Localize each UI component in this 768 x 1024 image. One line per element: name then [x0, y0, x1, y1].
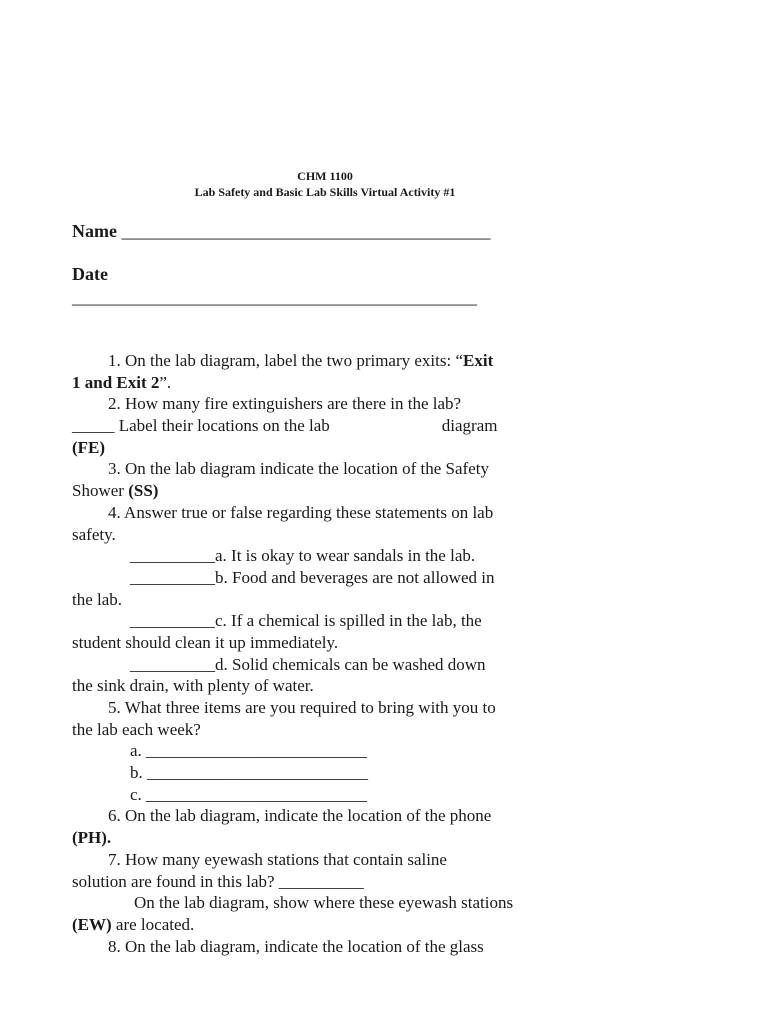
question-7-line-1: 7. How many eyewash stations that contain saline [108, 849, 447, 869]
date-blank: _____________________________________________ [72, 287, 477, 307]
ew-label: (EW) [72, 914, 112, 934]
question-5-line-1: 5. What three items are you required to bring with you to [108, 698, 496, 717]
date-label: Date [72, 264, 108, 284]
question-3-line-2: Shower (SS) [72, 481, 159, 501]
question-4-line-1: 4. Answer true or false regarding these statements on lab [108, 502, 494, 522]
question-4d-line-2: the sink drain, with plenty of water. [72, 676, 314, 696]
question-4c-line-1: __________c. If a chemical is spilled in the lab, the [130, 611, 482, 631]
question-2-line-2: _____ Label their locations on the lab diagram [72, 416, 498, 436]
name-field [72, 220, 490, 242]
exit-bold: Exit [463, 351, 494, 370]
question-2-line-3 [72, 437, 592, 459]
question-7-line-3: On the lab diagram, show where these eyewash stations [134, 893, 514, 913]
question-1-line-2: 1 and Exit 2”. [72, 372, 172, 392]
exit-numbers-bold: 1 and Exit 2 [72, 372, 160, 392]
question-2-line-1: 2. How many fire extinguishers are there in the lab? [108, 394, 462, 414]
question-4b-line-2: the lab. [72, 589, 123, 609]
question-1-line-1: 1. On the lab diagram, label the two primary exits: “Exit [108, 351, 494, 370]
question-5a: a. __________________________ [130, 741, 368, 761]
question-8-line-1: 8. On the lab diagram, indicate the location of the glass [108, 936, 484, 956]
question-5b: b. __________________________ [130, 763, 368, 783]
name-blank: _________________________________________ [121, 221, 491, 241]
name-label: Name [72, 221, 117, 241]
question-4d-line-1: __________d. Solid chemicals can be washed down [130, 654, 486, 674]
question-3-line-1: 3. On the lab diagram indicate the location of the Safety [108, 459, 489, 479]
question-5c: c. __________________________ [130, 784, 368, 804]
question-4c-line-2: student should clean it up immediately. [72, 632, 339, 652]
question-4-line-2: safety. [72, 524, 116, 544]
question-4b-line-1: __________b. Food and beverages are not allowed in [130, 567, 495, 587]
question-5-line-2: the lab each week? [72, 719, 201, 739]
question-6-line-1: 6. On the lab diagram, indicate the location of the phone [108, 806, 492, 826]
question-4a: __________a. It is okay to wear sandals in the lab. [130, 546, 476, 566]
ss-label: (SS) [128, 481, 159, 501]
course-code: CHM 1100 [297, 169, 353, 183]
question-6-line-2 [72, 827, 592, 849]
question-7-line-4: (EW) are located. [72, 914, 195, 934]
questions-section [72, 350, 592, 957]
question-7-line-2: solution are found in this lab? __________ [72, 871, 364, 891]
fe-label: (FE) [72, 437, 106, 457]
worksheet-title: Lab Safety and Basic Lab Skills Virtual Activity #1 [194, 185, 456, 199]
ph-label: (PH). [72, 828, 112, 848]
